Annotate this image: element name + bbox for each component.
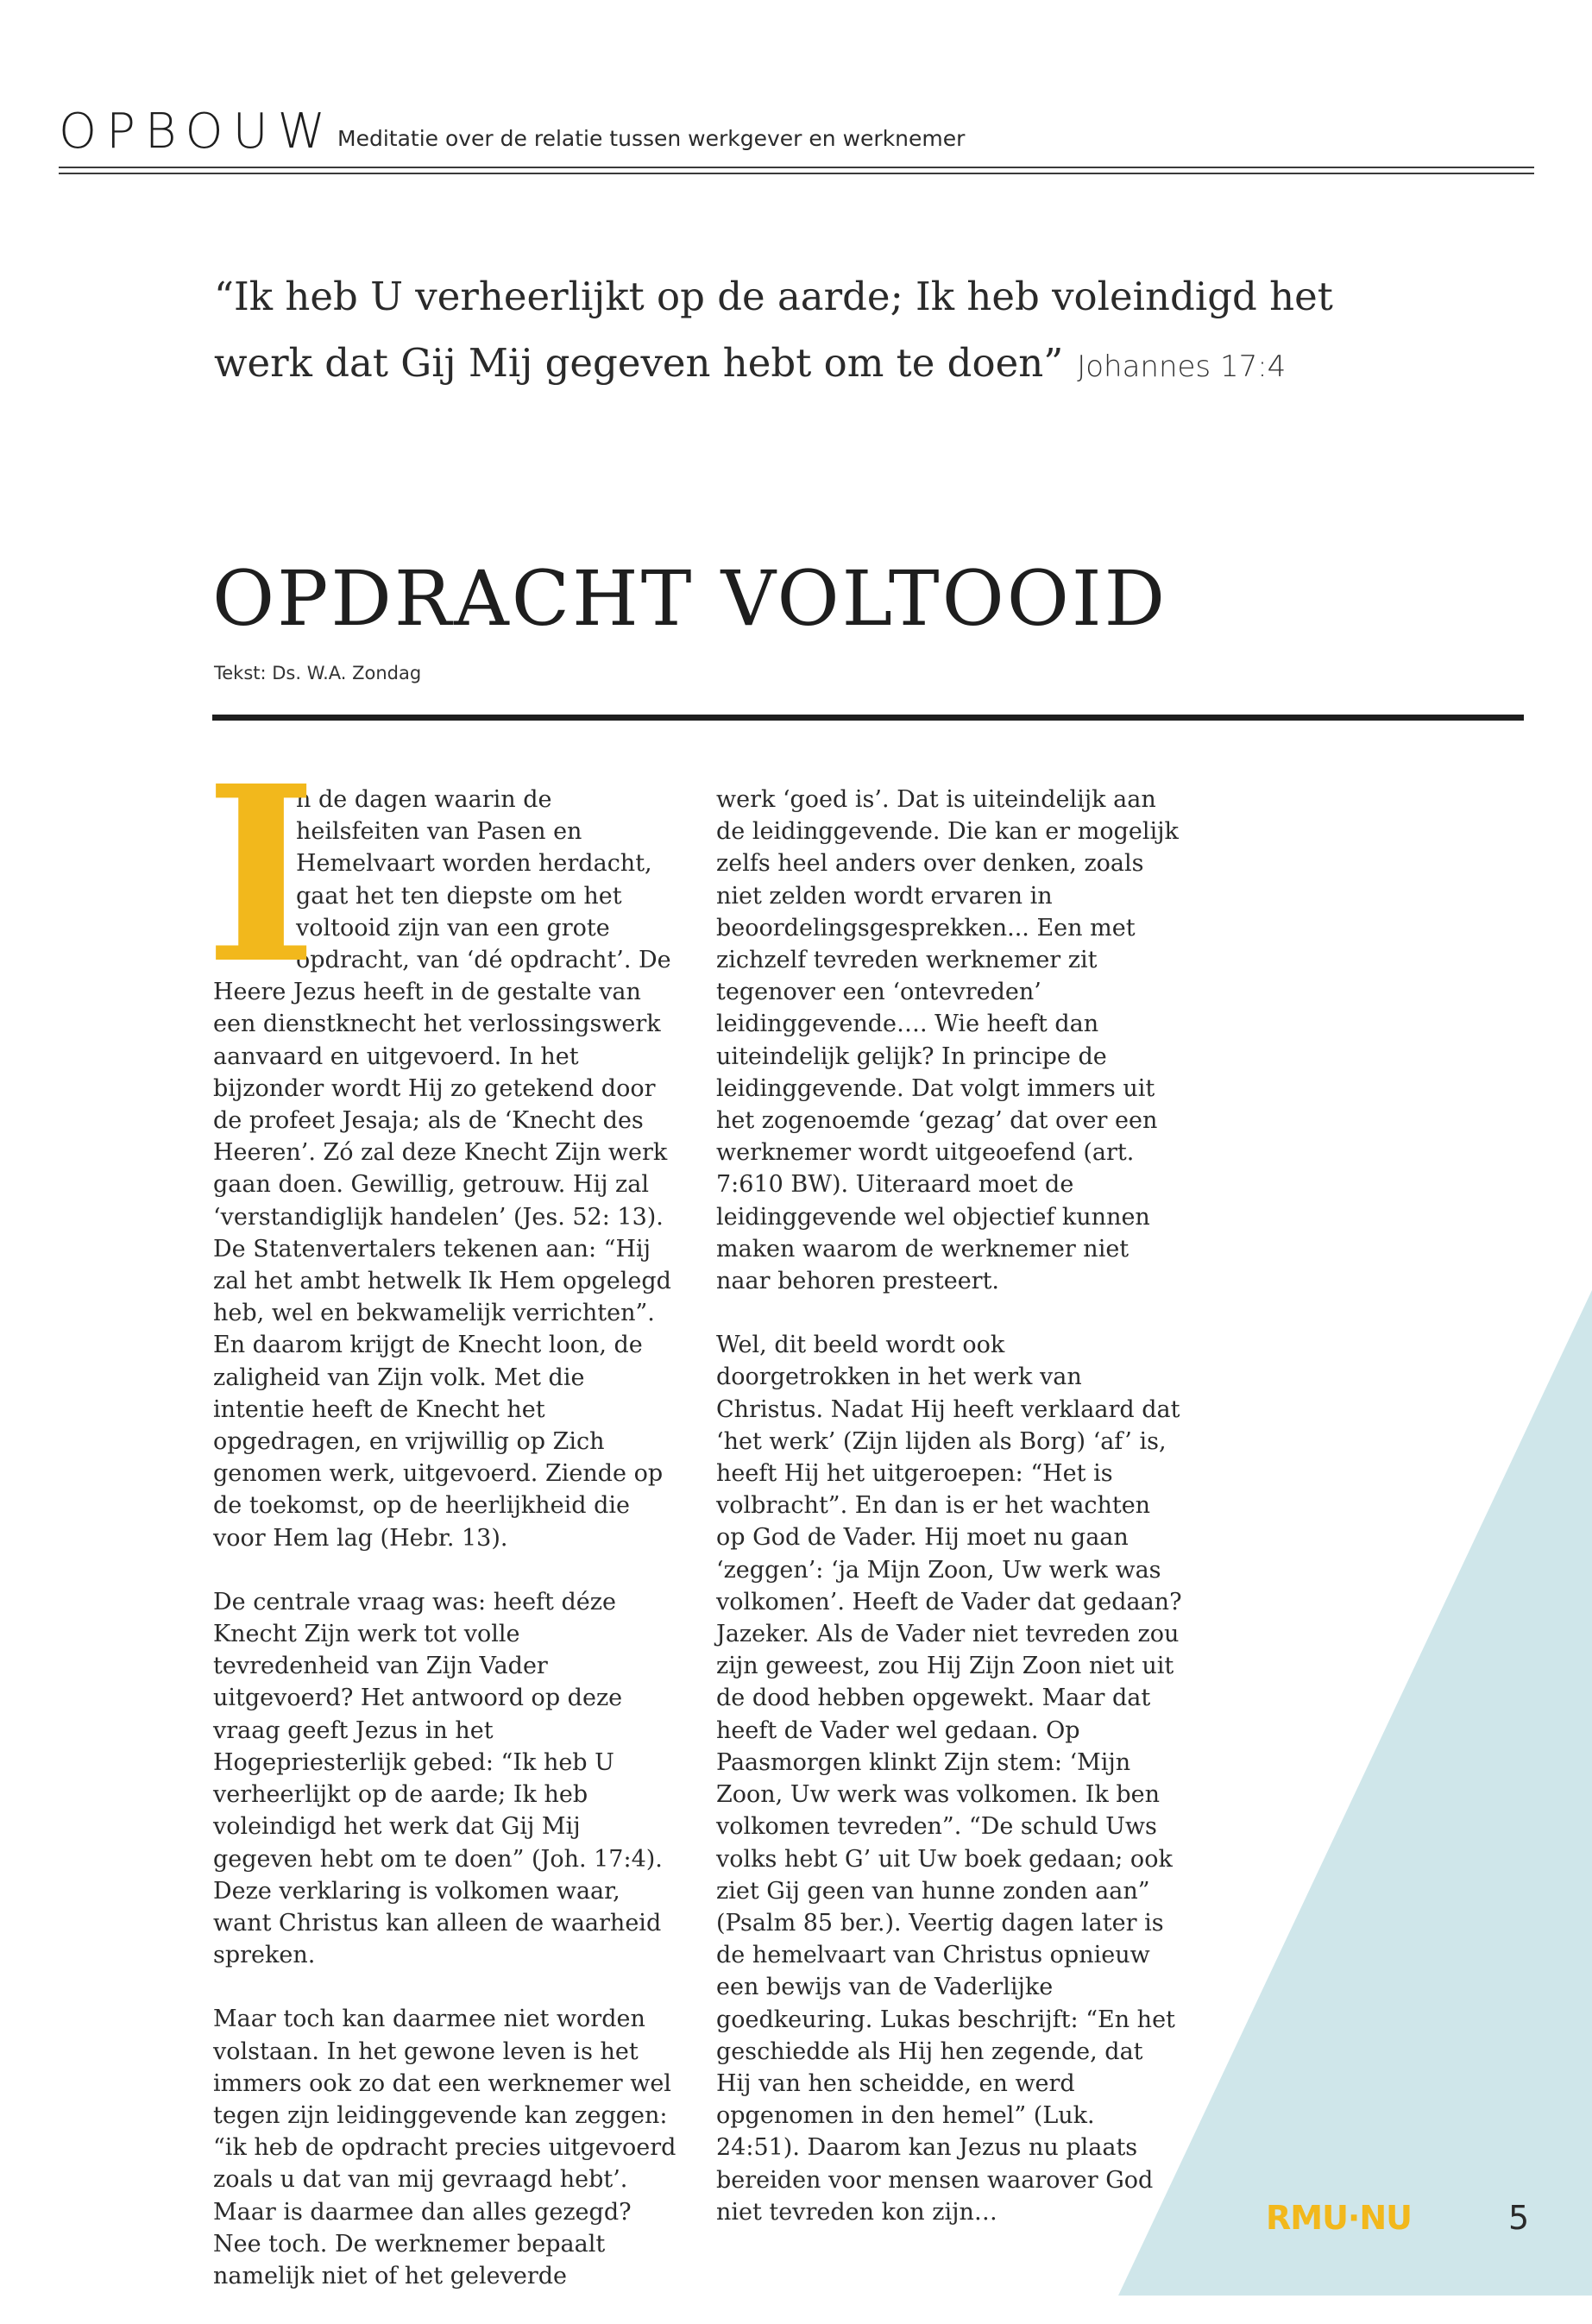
page-header [59, 104, 1534, 173]
quote-text: “Ik heb U verheerlijkt op de aarde; Ik heb voleindigd het werk dat Gij Mij gegeven hebt om te doen” [214, 274, 1333, 386]
page-number: 5 [1508, 2199, 1530, 2237]
quote-reference: Johannes 17:4 [1077, 350, 1287, 384]
article-author: Tekst: Ds. W.A. Zondag [214, 663, 422, 683]
drop-cap: I [205, 734, 318, 1017]
article-column-right [716, 784, 1182, 2260]
paragraph: De centrale vraag was: heeft déze Knecht Zijn werk tot volle tevredenheid van Zijn Vader uitgevoerd? Het antwoord op deze vraag geeft Jezus in het Hogepriesterlijk gebed: “Ik heb U verheerlijkt op de aarde; Ik heb voleindigd het werk dat Gij Mij gegeven hebt om te doen” (Joh. 17:4). Deze verklaring is volkomen waar, want Christus kan alleen de waarheid spreken. [213, 1588, 663, 1969]
rmu-nu-logo: RMU·NU [1266, 2199, 1413, 2237]
header-rule-bottom [59, 173, 1534, 174]
scripture-quote [214, 263, 1439, 400]
article-title: OPDRACHT VOLTOOID [212, 554, 1168, 643]
article-column-left [205, 734, 679, 2324]
paragraph: Wel, dit beeld wordt ook doorgetrokken in het werk van Christus. Nadat Hij heeft verklaard dat ‘het werk’ (Zijn lijden als Borg) ‘af’ is, heeft Hij het uitgeroepen: “Het is volbracht”. En dan is er het wachten op God de Vader. Hij moet nu gaan ‘zeggen’: ‘ja Mijn Zoon, Uw werk was volkomen’. Heeft de Vader dat gedaan? Jazeker. Als de Vader niet tevreden zou zijn geweest, zou Hij Zijn Zoon niet uit de dood hebben opgewekt. Maar dat heeft de Vader wel gedaan. Op Paasmorgen klinkt Zijn stem: ‘Mijn Zoon, Uw werk was volkomen. Ik ben volkomen tevreden”. “De schuld Uws volks hebt G’ uit Uw boek gedaan; ook ziet Gij geen van hunne zonden aan” (Psalm 85 ber.). Veertig dagen later is de hemelvaart van Christus opnieuw een bewijs van de Vaderlijke goedkeuring. Lukas beschrijft: “En het geschiedde als Hij hen zegende, dat Hij van hen scheidde, en werd opgenomen in den hemel” (Luk. 24:51). Daarom kan Jezus nu plaats bereiden voor mensen waarover God niet tevreden kon zijn… [716, 1332, 1182, 2226]
paragraph: Maar toch kan daarmee niet worden volstaan. In het gewone leven is het immers ook zo dat een werknemer wel tegen zijn leidinggevende kan zeggen: “ik heb de opdracht precies uitgevoerd zoals u dat van mij gevraagd hebt’. Maar is daarmee dan alles gezegd? Nee toch. De werknemer bepaalt namelijk niet of het geleverde [213, 2006, 676, 2289]
section-subtitle: Meditatie over de relatie tussen werkgever en werknemer [337, 126, 966, 151]
title-divider [212, 715, 1524, 721]
header-rule-top [59, 167, 1534, 168]
paragraph: I n de dagen waarin de heilsfeiten van Pasen en Hemelvaart worden herdacht, gaat het ten diepste om het voltooid zijn van een grote opdracht, van ‘dé opdracht’. De Heere Jezus heeft in de gestalte van een dienstknecht het verlossingswerk aanvaard en uitgevoerd. In het bijzonder wordt Hij zo getekend door de profeet Jesaja; als de ‘Knecht des Heeren’. Zó zal deze Knecht Zijn werk gaan doen. Gewillig, getrouw. Hij zal ‘verstandiglijk handelen’ (Jes. 52: 13). De Statenvertalers tekenen aan: “Hij zal het ambt hetwelk Ik Hem opgelegd heb, wel en bekwamelijk verrichten”. En daarom krijgt de Knecht loon, de zaligheid van Zijn volk. Met die intentie heeft de Knecht het opgedragen, en vrijwillig op Zich genomen werk, uitgevoerd. Ziende op de toekomst, op de heerlijkheid die voor Hem lag (Hebr. 13). [205, 734, 671, 1552]
paragraph: werk ‘goed is’. Dat is uiteindelijk aan de leidinggevende. Die kan er mogelijk zelfs heel anders over denken, zoals niet zelden wordt ervaren in beoordelingsgesprekken... Een met zichzelf tevreden werknemer zit tegenover een ‘ontevreden’ leidinggevende…. Wie heeft dan uiteindelijk gelijk? In principe de leidinggevende. Dat volgt immers uit het zogenoemde ‘gezag’ dat over een werknemer wordt uitgeoefend (art. 7:610 BW). Uiteraard moet de leidinggevende wel objectief kunnen maken waarom de werknemer niet naar behoren presteert. [716, 786, 1179, 1295]
section-label: OPBOUW [59, 104, 335, 160]
